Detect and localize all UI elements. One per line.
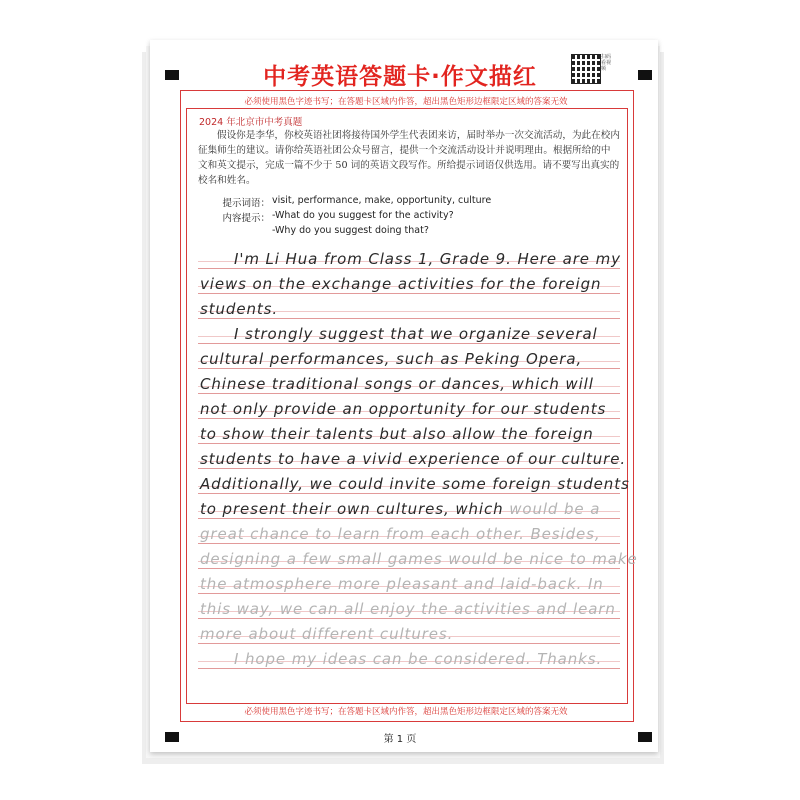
essay-line-split [200,500,620,518]
essay-trace-line: designing a few small games would be nice to make [200,550,638,568]
guide-rule [198,418,620,419]
essay-trace-part: would be a [509,500,601,518]
content-hints-label: 内容提示： [222,213,270,224]
content-hint-2: -Why do you suggest doing that? [272,225,429,236]
guide-rule [198,318,620,319]
essay-trace-line: great chance to learn from each other. Besides, [200,525,601,543]
guide-rule [198,668,620,669]
guide-rule [198,493,620,494]
guide-rule [198,568,620,569]
essay-trace-line: I hope my ideas can be considered. Thanks. [234,650,603,668]
essay-solid-part: to present their own cultures, which [200,500,510,518]
essay-line: not only provide an opportunity for our students [200,400,607,418]
qr-code-icon [571,54,601,84]
warning-top: 必须使用黑色字迹书写；在答题卡区域内作答，超出黑色矩形边框限定区域的答案无效 [244,97,568,107]
essay-line: I'm Li Hua from Class 1, Grade 9. Here are my [234,250,621,268]
guide-rule [198,443,620,444]
essay-line: I strongly suggest that we organize several [234,325,598,343]
prompt-line: 仅供选用。请不要写出真实的校名和姓名。 [198,160,620,186]
guide-rule [198,518,620,519]
qr-caption: 扫码看视频 [601,54,612,72]
guide-rule [198,543,620,544]
prompt-line: 假设你是李华，你校英语社团将接待国外学生代表团来访，届时举办一次交流活动， [217,130,572,141]
guide-rule [198,368,620,369]
guide-rule [198,343,620,344]
essay-line: Chinese traditional songs or dances, which will [200,375,594,393]
page-number: 第 1 页 [383,734,417,745]
hint-words-label: 提示词语： [222,198,270,209]
essay-line: students to have a vivid experience of our culture. [200,450,627,468]
essay-line: views on the exchange activities for the foreign [200,275,602,293]
question-source: 2024 年北京市中考真题 [199,117,303,128]
hint-words: visit, performance, make, opportunity, culture [272,195,492,206]
essay-line: to show their talents but also allow the foreign [200,425,594,443]
guide-rule [198,618,620,619]
essay-trace-line: more about different cultures. [200,625,454,643]
guide-rule [198,643,620,644]
guide-rule [198,293,620,294]
essay-line: cultural performances, such as Peking Opera, [200,350,583,368]
essay-line: Additionally, we could invite some foreign students [200,475,630,493]
sheet-title: 中考英语答题卡·作文描红 [263,64,537,90]
warning-bottom: 必须使用黑色字迹书写；在答题卡区域内作答，超出黑色矩形边框限定区域的答案无效 [244,707,568,717]
question-prompt [198,128,620,188]
content-hint-1: -What do you suggest for the activity? [272,210,454,221]
essay-trace-line: the atmosphere more pleasant and laid-back. In [200,575,604,593]
guide-rule [198,468,620,469]
guide-rule [198,393,620,394]
guide-rule [198,593,620,594]
essay-line: students. [200,300,279,318]
essay-trace-line: this way, we can all enjoy the activities and learn [200,600,616,618]
prompt-line: 理由。根据所给的中文和英文提示，完成一篇不少于 50 词的英语文段写作。所给提示词语 [198,145,611,171]
guide-rule [198,268,620,269]
prompt-line: 为此在校内征集师生的建议。请你给英语社团公众号留言，提供一个交流活动设计并说明 [198,130,620,156]
